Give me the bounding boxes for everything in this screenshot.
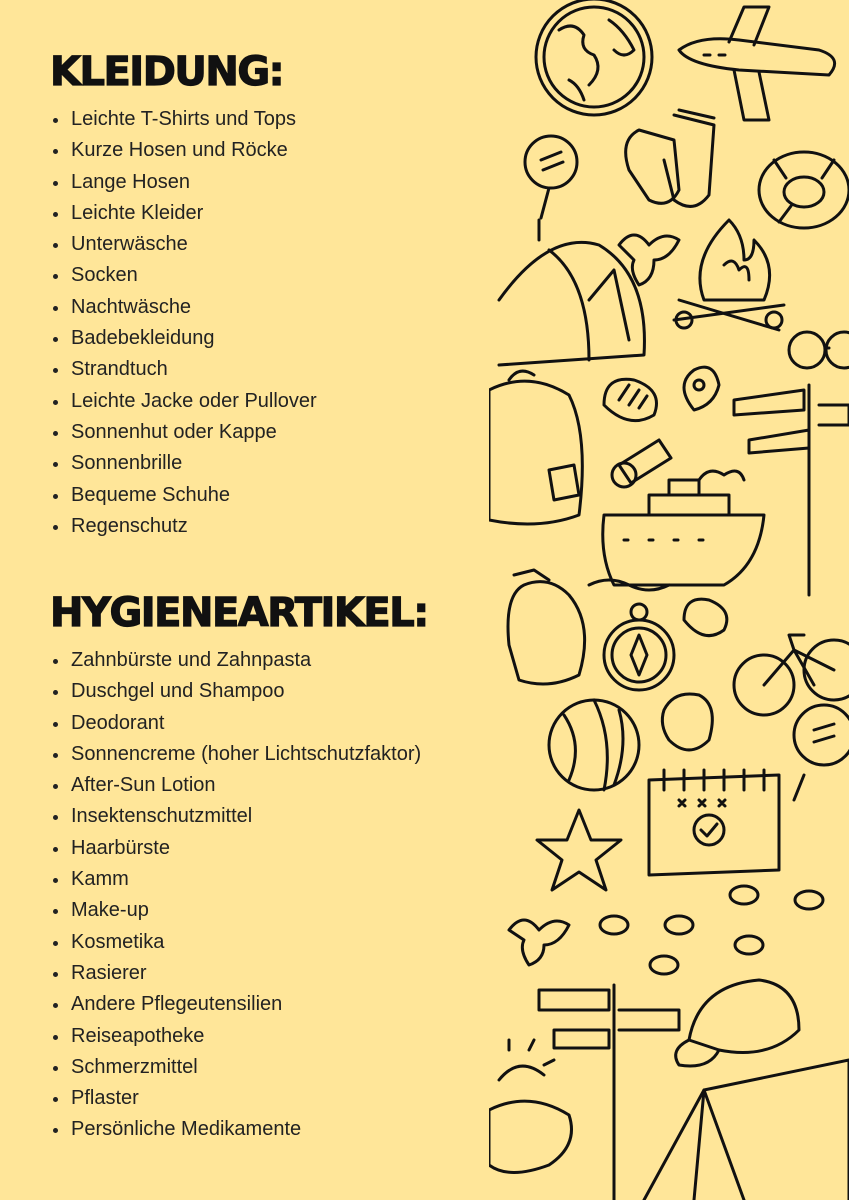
map-pin-icon: [684, 367, 719, 410]
list-item: Sonnenhut oder Kappe: [50, 417, 480, 448]
doodle-illustration: [489, 0, 849, 1200]
magnifier-icon: [794, 705, 849, 800]
tent-icon: [644, 1060, 849, 1200]
list-item: Persönliche Medikamente: [50, 1114, 480, 1145]
list-item: Kurze Hosen und Röcke: [50, 135, 480, 166]
hygiene-section: [50, 585, 480, 1146]
list-item: Socken: [50, 260, 480, 291]
hygiene-title: HYGIENEARTIKEL:: [50, 590, 428, 636]
swim-ring-icon: [759, 152, 849, 228]
clothing-section: [50, 44, 480, 542]
footprints-icon: [600, 886, 823, 974]
list-item: Kamm: [50, 864, 480, 895]
shell-icon: [684, 599, 727, 635]
list-item: Rasierer: [50, 958, 480, 989]
list-item: Haarbürste: [50, 833, 480, 864]
bicycle-icon: [734, 635, 849, 715]
travel-doodle-panel: [489, 0, 849, 1200]
cap-icon: [676, 980, 799, 1066]
list-item: Reiseapotheke: [50, 1021, 480, 1052]
list-item: Schmerzmittel: [50, 1052, 480, 1083]
list-item: Insektenschutzmittel: [50, 801, 480, 832]
campfire-icon: [674, 220, 784, 330]
clothing-title: KLEIDUNG:: [50, 49, 284, 95]
list-item: Deodorant: [50, 708, 480, 739]
backpack-icon: [489, 371, 582, 524]
compass-icon: [604, 604, 674, 690]
glasses-icon: [789, 332, 849, 368]
magnifier-icon: [525, 136, 577, 240]
gloves-icon: [626, 110, 714, 206]
list-item: Leichte Kleider: [50, 198, 480, 229]
list-item: Sonnencreme (hoher Lichtschutzfaktor): [50, 739, 480, 770]
list-item: Badebekleidung: [50, 323, 480, 354]
list-item: Unterwäsche: [50, 229, 480, 260]
list-item: Regenschutz: [50, 511, 480, 542]
list-item: Nachtwäsche: [50, 292, 480, 323]
list-item: Andere Pflegeutensilien: [50, 989, 480, 1020]
list-item: Sonnenbrille: [50, 448, 480, 479]
list-item: Zahnbürste und Zahnpasta: [50, 645, 480, 676]
list-item: Lange Hosen: [50, 167, 480, 198]
starfish-icon: [537, 810, 621, 890]
shell-icon: [604, 379, 657, 420]
list-item: Leichte Jacke oder Pullover: [50, 386, 480, 417]
tent-icon: [499, 242, 644, 365]
list-item: Strandtuch: [50, 354, 480, 385]
signpost-icon: [734, 385, 849, 595]
beach-ball-icon: [549, 700, 639, 790]
list-item: Duschgel und Shampoo: [50, 676, 480, 707]
ship-icon: [589, 471, 764, 590]
globe-icon: [536, 0, 652, 115]
sun-icon: [489, 1040, 572, 1173]
list-item: Bequeme Schuhe: [50, 480, 480, 511]
bird-icon: [619, 235, 679, 285]
calendar-icon: [649, 770, 779, 875]
clothing-list: [50, 104, 480, 542]
list-item: Pflaster: [50, 1083, 480, 1114]
list-item: Leichte T-Shirts und Tops: [50, 104, 480, 135]
bird-icon: [509, 920, 569, 965]
signpost-icon: [539, 985, 679, 1200]
bread-icon: [662, 694, 712, 750]
drawstring-bag-icon: [508, 570, 585, 684]
list-item: After-Sun Lotion: [50, 770, 480, 801]
flashlight-icon: [612, 440, 671, 487]
list-item: Make-up: [50, 895, 480, 926]
hygiene-list: [50, 645, 480, 1146]
list-item: Kosmetika: [50, 927, 480, 958]
airplane-icon: [679, 7, 835, 120]
